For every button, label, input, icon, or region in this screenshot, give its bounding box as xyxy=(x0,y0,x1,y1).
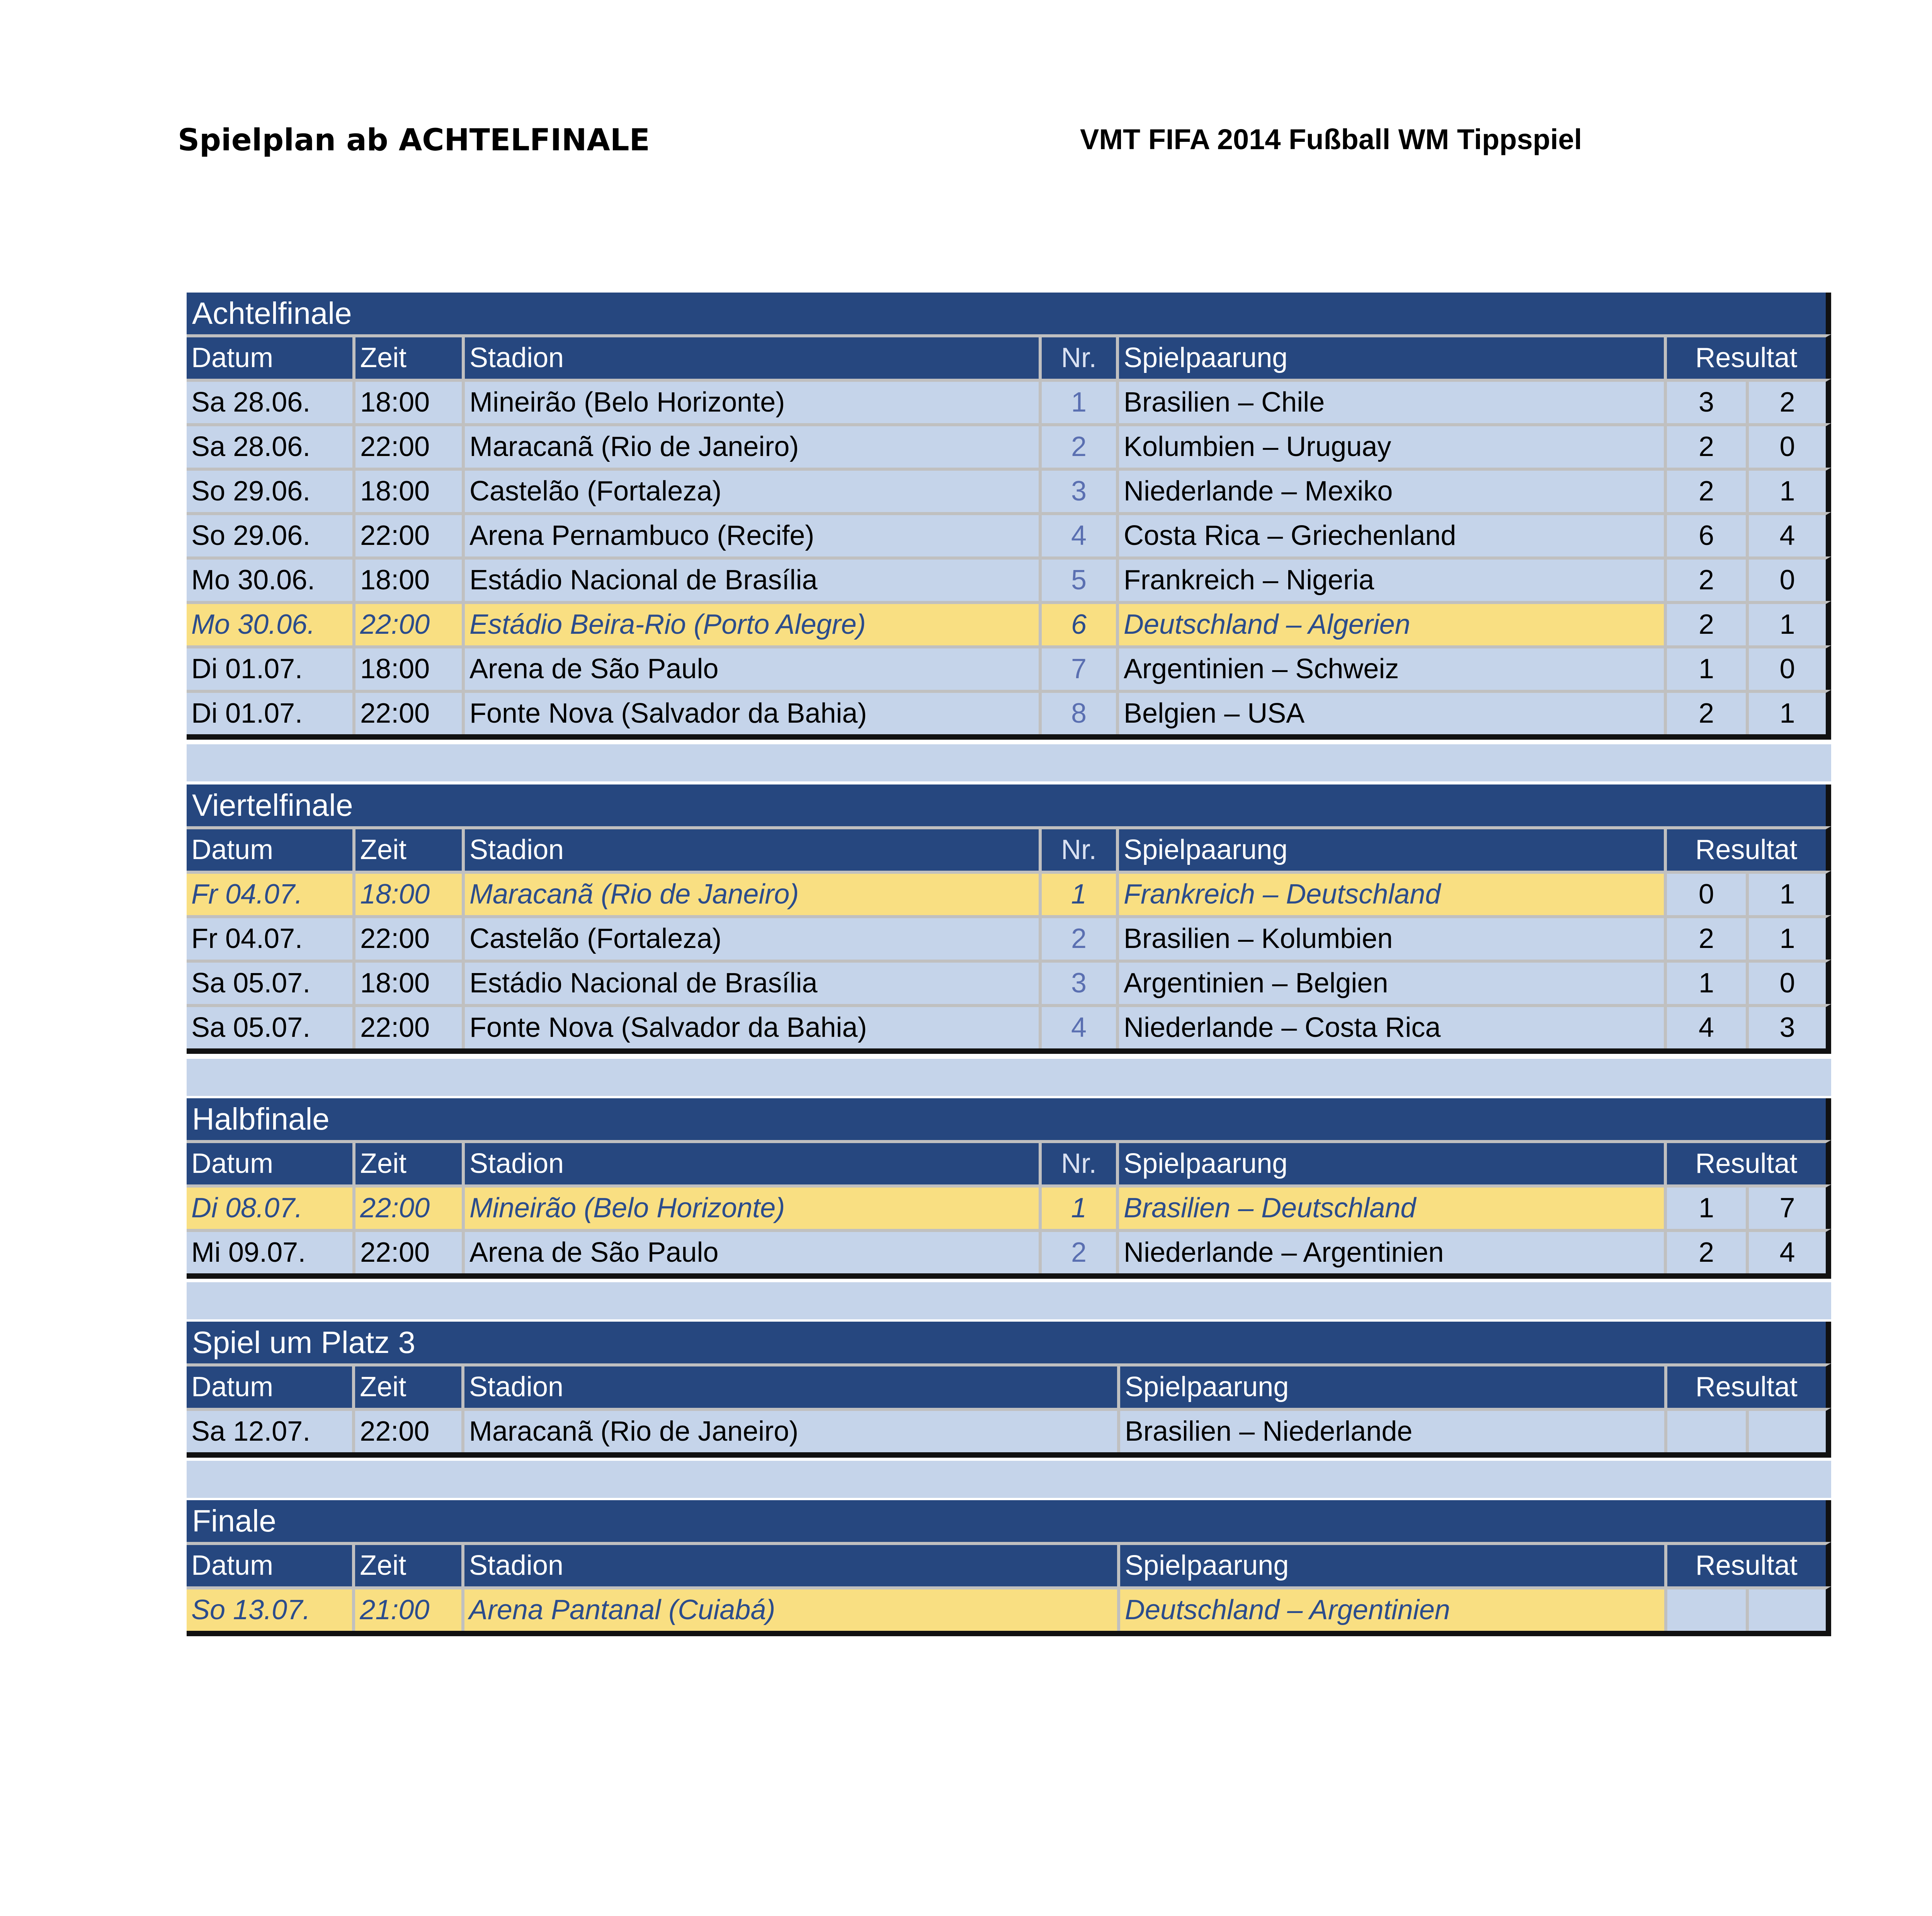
cell-stadion: Arena de São Paulo xyxy=(465,648,1042,690)
table-row xyxy=(187,645,1831,690)
cell-stadion: Arena de São Paulo xyxy=(465,1232,1042,1273)
cell-resultat-heim: 2 xyxy=(1667,918,1749,960)
spacer xyxy=(187,1461,1831,1498)
cell-zeit: 22:00 xyxy=(355,1188,465,1229)
cell-resultat-gast: 1 xyxy=(1779,923,1795,954)
table-row xyxy=(187,690,1831,740)
cell-resultat-heim: 0 xyxy=(1667,874,1749,915)
cell-nr: 7 xyxy=(1042,648,1119,690)
header-nr: Nr. xyxy=(1042,1143,1119,1184)
header-resultat: Resultat xyxy=(1695,1148,1798,1179)
cell-zeit: 22:00 xyxy=(355,1007,465,1048)
cell-resultat-gast: 3 xyxy=(1779,1012,1795,1043)
header-datum: Datum xyxy=(187,829,355,871)
cell-resultat-heim: 1 xyxy=(1667,1188,1749,1229)
spacer xyxy=(187,1059,1831,1096)
column-header-row xyxy=(187,826,1831,871)
cell-resultat-gast: 7 xyxy=(1749,1188,1826,1229)
cell-spielpaarung: Deutschland – Argentinien xyxy=(1120,1589,1667,1631)
cell-resultat-gast: 0 xyxy=(1779,968,1795,999)
document-title: VMT FIFA 2014 Fußball WM Tippspiel xyxy=(1080,123,1582,155)
cell-resultat-gast: 0 xyxy=(1779,565,1795,596)
cell-nr: 3 xyxy=(1042,963,1119,1004)
header-stadion: Stadion xyxy=(464,1366,1120,1408)
cell-zeit: 22:00 xyxy=(355,1232,465,1273)
cell-resultat-heim: 1 xyxy=(1667,963,1749,1004)
header-zeit: Zeit xyxy=(355,337,465,379)
cell-datum: Di 01.07. xyxy=(187,693,355,734)
cell-datum: Sa 05.07. xyxy=(187,963,355,1004)
cell-stadion: Maracanã (Rio de Janeiro) xyxy=(464,1411,1120,1452)
cell-resultat-gast: 0 xyxy=(1779,653,1795,684)
section-title: Halbfinale xyxy=(187,1098,1831,1140)
cell-spielpaarung: Brasilien – Deutschland xyxy=(1119,1188,1667,1229)
section-title: Achtelfinale xyxy=(187,293,1831,334)
cell-nr: 2 xyxy=(1042,918,1119,960)
table-row-highlighted xyxy=(187,1586,1831,1636)
cell-nr: 6 xyxy=(1042,604,1119,645)
table-row xyxy=(187,915,1831,960)
cell-spielpaarung: Niederlande – Mexiko xyxy=(1119,471,1667,512)
cell-datum: So 29.06. xyxy=(187,471,355,512)
table-row xyxy=(187,960,1831,1004)
cell-zeit: 22:00 xyxy=(355,515,465,556)
cell-nr: 8 xyxy=(1042,693,1119,734)
cell-spielpaarung: Costa Rica – Griechenland xyxy=(1119,515,1667,556)
table-finale xyxy=(187,1500,1831,1636)
cell-stadion: Estádio Nacional de Brasília xyxy=(465,560,1042,601)
cell-zeit: 22:00 xyxy=(355,604,465,645)
header-resultat: Resultat xyxy=(1695,1550,1798,1581)
cell-zeit: 18:00 xyxy=(355,471,465,512)
page-title: Spielplan ab ACHTELFINALE xyxy=(178,123,650,158)
cell-datum: Sa 12.07. xyxy=(187,1411,355,1452)
cell-stadion: Castelão (Fortaleza) xyxy=(465,918,1042,960)
cell-nr: 4 xyxy=(1042,1007,1119,1048)
cell-nr: 3 xyxy=(1042,471,1119,512)
cell-spielpaarung: Niederlande – Argentinien xyxy=(1119,1232,1667,1273)
header-datum: Datum xyxy=(187,1366,355,1408)
header-resultat: Resultat xyxy=(1695,342,1798,373)
cell-nr: 2 xyxy=(1042,1232,1119,1273)
cell-spielpaarung: Belgien – USA xyxy=(1119,693,1667,734)
cell-resultat-gast: 1 xyxy=(1749,874,1826,915)
table-row xyxy=(187,1408,1831,1458)
cell-nr: 5 xyxy=(1042,560,1119,601)
table-row-highlighted xyxy=(187,1184,1831,1229)
cell-datum: Fr 04.07. xyxy=(187,874,355,915)
cell-resultat-heim: 2 xyxy=(1667,693,1749,734)
cell-stadion: Estádio Beira-Rio (Porto Alegre) xyxy=(465,604,1042,645)
header-spielpaarung: Spielpaarung xyxy=(1119,829,1667,871)
cell-resultat-gast xyxy=(1749,1411,1826,1452)
header-spielpaarung: Spielpaarung xyxy=(1119,1143,1667,1184)
cell-spielpaarung: Frankreich – Deutschland xyxy=(1119,874,1667,915)
header-spielpaarung: Spielpaarung xyxy=(1120,1366,1667,1408)
cell-spielpaarung: Niederlande – Costa Rica xyxy=(1119,1007,1667,1048)
cell-resultat-heim xyxy=(1667,1411,1749,1452)
header-stadion: Stadion xyxy=(464,1545,1120,1586)
cell-resultat-heim: 2 xyxy=(1667,471,1749,512)
cell-spielpaarung: Brasilien – Chile xyxy=(1119,382,1667,423)
cell-zeit: 22:00 xyxy=(355,426,465,468)
header-spielpaarung: Spielpaarung xyxy=(1119,337,1667,379)
cell-resultat-heim: 4 xyxy=(1667,1007,1749,1048)
column-header-row xyxy=(187,1542,1831,1586)
cell-resultat-heim: 6 xyxy=(1667,515,1749,556)
cell-resultat-heim: 2 xyxy=(1667,604,1749,645)
header-nr: Nr. xyxy=(1042,337,1119,379)
cell-datum: Fr 04.07. xyxy=(187,918,355,960)
column-header-row xyxy=(187,1140,1831,1184)
table-halbfinale xyxy=(187,1098,1831,1279)
cell-resultat-gast: 1 xyxy=(1749,604,1826,645)
header-datum: Datum xyxy=(187,1545,355,1586)
table-row xyxy=(187,1004,1831,1054)
cell-stadion: Maracanã (Rio de Janeiro) xyxy=(465,426,1042,468)
cell-nr: 2 xyxy=(1042,426,1119,468)
cell-zeit: 18:00 xyxy=(355,382,465,423)
section-title: Viertelfinale xyxy=(187,784,1831,826)
cell-resultat-heim: 2 xyxy=(1667,560,1749,601)
cell-resultat-heim: 2 xyxy=(1667,426,1749,468)
cell-spielpaarung: Argentinien – Belgien xyxy=(1119,963,1667,1004)
cell-resultat-heim: 1 xyxy=(1667,648,1749,690)
cell-datum: So 29.06. xyxy=(187,515,355,556)
header-datum: Datum xyxy=(187,337,355,379)
header-spielpaarung: Spielpaarung xyxy=(1120,1545,1667,1586)
table-row xyxy=(187,1229,1831,1279)
cell-spielpaarung: Kolumbien – Uruguay xyxy=(1119,426,1667,468)
cell-zeit: 21:00 xyxy=(355,1589,464,1631)
cell-datum: Sa 05.07. xyxy=(187,1007,355,1048)
spacer xyxy=(187,1282,1831,1319)
cell-stadion: Mineirão (Belo Horizonte) xyxy=(465,1188,1042,1229)
header-resultat: Resultat xyxy=(1695,834,1798,865)
cell-zeit: 18:00 xyxy=(355,648,465,690)
cell-nr: 1 xyxy=(1042,382,1119,423)
spacer xyxy=(187,744,1831,781)
header-stadion: Stadion xyxy=(465,1143,1042,1184)
cell-resultat-gast: 1 xyxy=(1779,476,1795,507)
cell-datum: Mo 30.06. xyxy=(187,560,355,601)
header-resultat: Resultat xyxy=(1695,1371,1798,1402)
cell-resultat-heim xyxy=(1667,1589,1749,1631)
table-row xyxy=(187,423,1831,468)
header-zeit: Zeit xyxy=(355,1366,464,1408)
cell-zeit: 18:00 xyxy=(355,963,465,1004)
cell-datum: Di 08.07. xyxy=(187,1188,355,1229)
table-achtelfinale xyxy=(187,293,1831,740)
column-header-row xyxy=(187,1363,1831,1408)
table-spiel-um-platz-3 xyxy=(187,1322,1831,1458)
cell-datum: So 13.07. xyxy=(187,1589,355,1631)
cell-stadion: Arena Pantanal (Cuiabá) xyxy=(464,1589,1120,1631)
cell-resultat-gast: 4 xyxy=(1779,1237,1795,1268)
cell-spielpaarung: Deutschland – Algerien xyxy=(1119,604,1667,645)
cell-datum: Mi 09.07. xyxy=(187,1232,355,1273)
cell-stadion: Estádio Nacional de Brasília xyxy=(465,963,1042,1004)
header-zeit: Zeit xyxy=(355,829,465,871)
cell-stadion: Fonte Nova (Salvador da Bahia) xyxy=(465,1007,1042,1048)
cell-resultat-heim: 3 xyxy=(1667,382,1749,423)
section-title: Finale xyxy=(187,1500,1831,1542)
cell-stadion: Fonte Nova (Salvador da Bahia) xyxy=(465,693,1042,734)
column-header-row xyxy=(187,334,1831,379)
cell-spielpaarung: Argentinien – Schweiz xyxy=(1119,648,1667,690)
cell-zeit: 22:00 xyxy=(355,1411,464,1452)
cell-stadion: Castelão (Fortaleza) xyxy=(465,471,1042,512)
cell-stadion: Arena Pernambuco (Recife) xyxy=(465,515,1042,556)
table-row xyxy=(187,556,1831,601)
cell-nr: 4 xyxy=(1042,515,1119,556)
table-row xyxy=(187,512,1831,556)
table-row xyxy=(187,468,1831,512)
cell-resultat-gast: 1 xyxy=(1779,698,1795,729)
table-viertelfinale xyxy=(187,784,1831,1054)
cell-resultat-gast: 2 xyxy=(1779,387,1795,418)
table-row-highlighted xyxy=(187,871,1831,915)
cell-zeit: 18:00 xyxy=(355,560,465,601)
header-datum: Datum xyxy=(187,1143,355,1184)
cell-stadion: Maracanã (Rio de Janeiro) xyxy=(465,874,1042,915)
table-row-highlighted xyxy=(187,601,1831,645)
cell-zeit: 22:00 xyxy=(355,918,465,960)
section-title: Spiel um Platz 3 xyxy=(187,1322,1831,1363)
header-zeit: Zeit xyxy=(355,1545,464,1586)
cell-nr: 1 xyxy=(1042,1188,1119,1229)
cell-datum: Sa 28.06. xyxy=(187,382,355,423)
cell-resultat-heim: 2 xyxy=(1667,1232,1749,1273)
cell-spielpaarung: Frankreich – Nigeria xyxy=(1119,560,1667,601)
cell-datum: Di 01.07. xyxy=(187,648,355,690)
table-row xyxy=(187,379,1831,423)
header-zeit: Zeit xyxy=(355,1143,465,1184)
header-stadion: Stadion xyxy=(465,337,1042,379)
cell-resultat-gast: 0 xyxy=(1779,431,1795,462)
cell-nr: 1 xyxy=(1042,874,1119,915)
cell-resultat-gast: 4 xyxy=(1779,520,1795,551)
cell-datum: Mo 30.06. xyxy=(187,604,355,645)
cell-stadion: Mineirão (Belo Horizonte) xyxy=(465,382,1042,423)
cell-spielpaarung: Brasilien – Niederlande xyxy=(1120,1411,1667,1452)
header-stadion: Stadion xyxy=(465,829,1042,871)
cell-spielpaarung: Brasilien – Kolumbien xyxy=(1119,918,1667,960)
cell-resultat-gast xyxy=(1749,1589,1826,1631)
header-nr: Nr. xyxy=(1042,829,1119,871)
cell-datum: Sa 28.06. xyxy=(187,426,355,468)
cell-zeit: 18:00 xyxy=(355,874,465,915)
cell-zeit: 22:00 xyxy=(355,693,465,734)
